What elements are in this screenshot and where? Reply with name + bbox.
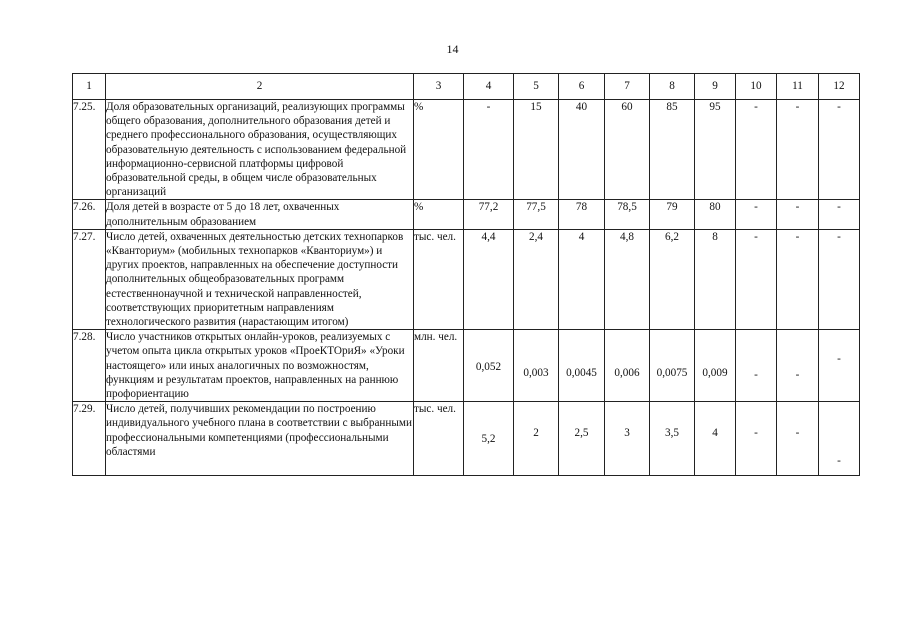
row-number: 7.25. bbox=[73, 100, 106, 200]
value-cell: 0,0045 bbox=[559, 330, 605, 402]
value-cell: 4,4 bbox=[464, 229, 514, 329]
value-cell: 85 bbox=[650, 100, 695, 200]
value-cell: 0,052 bbox=[464, 330, 514, 402]
table-row bbox=[73, 330, 860, 402]
column-header: 3 bbox=[414, 74, 464, 100]
value-cell: 78,5 bbox=[605, 200, 650, 229]
value-cell: - bbox=[736, 330, 777, 402]
value-cell: - bbox=[736, 229, 777, 329]
value-cell: 78 bbox=[559, 200, 605, 229]
value-cell: 15 bbox=[514, 100, 559, 200]
value-cell: - bbox=[736, 402, 777, 476]
unit-cell: тыс. чел. bbox=[414, 402, 464, 476]
value-cell: 77,5 bbox=[514, 200, 559, 229]
value-cell: 8 bbox=[695, 229, 736, 329]
value-cell: 80 bbox=[695, 200, 736, 229]
column-header: 4 bbox=[464, 74, 514, 100]
column-header: 1 bbox=[73, 74, 106, 100]
value-cell: - bbox=[777, 200, 819, 229]
indicators-table bbox=[72, 73, 860, 476]
value-cell: - bbox=[777, 330, 819, 402]
column-header: 11 bbox=[777, 74, 819, 100]
unit-cell: % bbox=[414, 100, 464, 200]
row-number: 7.28. bbox=[73, 330, 106, 402]
value-cell: 2 bbox=[514, 402, 559, 476]
column-header: 5 bbox=[514, 74, 559, 100]
column-header: 6 bbox=[559, 74, 605, 100]
value-cell: 3 bbox=[605, 402, 650, 476]
indicator-name: Число детей, получивших рекомендации по построению индивидуального учебного плана в соответствии с выбранными профессиональными компетенциями (профессиональными областями bbox=[106, 402, 414, 476]
value-cell: 40 bbox=[559, 100, 605, 200]
value-cell: - bbox=[736, 200, 777, 229]
table-row bbox=[73, 100, 860, 200]
value-cell: - bbox=[819, 402, 860, 476]
value-cell: - bbox=[736, 100, 777, 200]
value-cell: 77,2 bbox=[464, 200, 514, 229]
row-number: 7.27. bbox=[73, 229, 106, 329]
column-header: 2 bbox=[106, 74, 414, 100]
indicator-name: Число детей, охваченных деятельностью детских технопарков «Кванториум» (мобильных технопарков «Кванториум») и других проектов, направленных на обеспечение доступности дополнительных общеобразовательных программ естественнонаучной и технической направленностей, соответствующих приоритетным направлениям технологического развития (нарастающим итогом) bbox=[106, 229, 414, 329]
value-cell: 2,4 bbox=[514, 229, 559, 329]
indicator-name: Число участников открытых онлайн-уроков, реализуемых с учетом опыта цикла открытых уроков «ПроеКТОриЯ» «Уроки настоящего» или иных аналогичных по возможностям, функциям и результатам проектов, направленных на раннюю профориентацию bbox=[106, 330, 414, 402]
column-header: 7 bbox=[605, 74, 650, 100]
value-cell: 3,5 bbox=[650, 402, 695, 476]
table-row bbox=[73, 200, 860, 229]
table-row bbox=[73, 229, 860, 329]
value-cell: 0,009 bbox=[695, 330, 736, 402]
value-cell: - bbox=[819, 229, 860, 329]
value-cell: 6,2 bbox=[650, 229, 695, 329]
value-cell: - bbox=[777, 402, 819, 476]
column-header: 9 bbox=[695, 74, 736, 100]
value-cell: 95 bbox=[695, 100, 736, 200]
unit-cell: % bbox=[414, 200, 464, 229]
value-cell: 4 bbox=[695, 402, 736, 476]
table-header-row bbox=[73, 74, 860, 100]
value-cell: 4,8 bbox=[605, 229, 650, 329]
indicator-name: Доля образовательных организаций, реализующих программы общего образования, дополнительного образования детей и среднего профессионального образования, осуществляющих образовательную деятельность с использованием федеральной информационно-сервисной платформы цифровой образовательной среды, в общем числе образовательных организаций bbox=[106, 100, 414, 200]
indicator-name: Доля детей в возрасте от 5 до 18 лет, охваченных дополнительным образованием bbox=[106, 200, 414, 229]
value-cell: 0,006 bbox=[605, 330, 650, 402]
table-row bbox=[73, 402, 860, 476]
page-number: 14 bbox=[446, 42, 459, 56]
value-cell: - bbox=[819, 100, 860, 200]
value-cell: 60 bbox=[605, 100, 650, 200]
value-cell: 5,2 bbox=[464, 402, 514, 476]
value-cell: - bbox=[777, 229, 819, 329]
value-cell: 0,0075 bbox=[650, 330, 695, 402]
row-number: 7.29. bbox=[73, 402, 106, 476]
value-cell: 4 bbox=[559, 229, 605, 329]
value-cell: - bbox=[464, 100, 514, 200]
column-header: 12 bbox=[819, 74, 860, 100]
row-number: 7.26. bbox=[73, 200, 106, 229]
value-cell: - bbox=[819, 330, 860, 402]
value-cell: - bbox=[777, 100, 819, 200]
value-cell: 79 bbox=[650, 200, 695, 229]
value-cell: 0,003 bbox=[514, 330, 559, 402]
column-header: 8 bbox=[650, 74, 695, 100]
column-header: 10 bbox=[736, 74, 777, 100]
value-cell: - bbox=[819, 200, 860, 229]
value-cell: 2,5 bbox=[559, 402, 605, 476]
unit-cell: тыс. чел. bbox=[414, 229, 464, 329]
unit-cell: млн. чел. bbox=[414, 330, 464, 402]
